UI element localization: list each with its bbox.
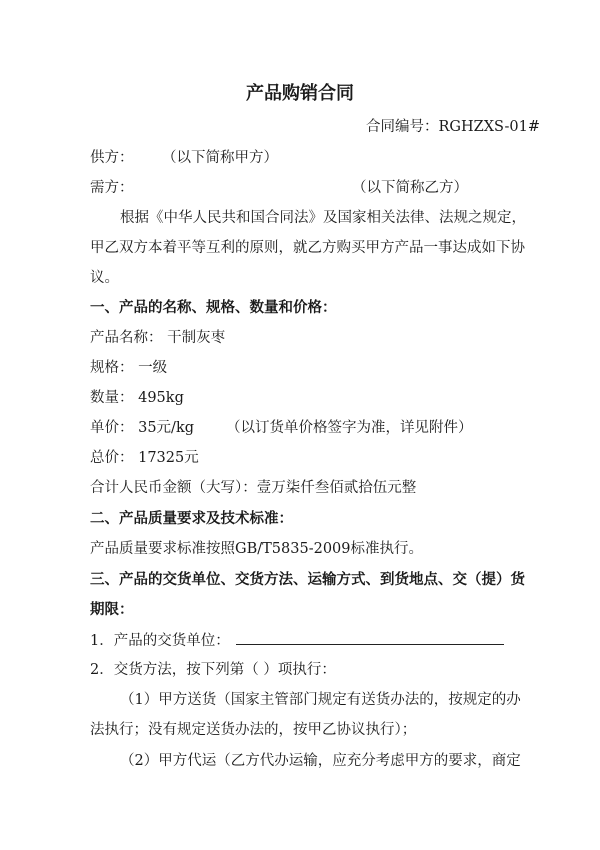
option-1-line-2: 法执行；没有规定送货办法的，按甲乙协议执行）； <box>90 722 417 738</box>
supplier-note: （以下简称甲方） <box>162 150 278 166</box>
quality-standard: 产品质量要求标准按照GB/T5835-2009标准执行。 <box>90 541 423 557</box>
section-3-heading-line-2: 期限： <box>90 602 134 618</box>
buyer-note: （以下简称乙方） <box>352 180 468 196</box>
product-name: 产品名称： 干制灰枣 <box>90 330 226 346</box>
contract-number: 合同编号：RGHZXS-01# <box>366 119 541 135</box>
preamble-line-1: 根据《中华人民共和国合同法》及国家相关法律、法规之规定， <box>120 210 526 226</box>
product-spec: 规格： 一级 <box>90 360 168 376</box>
section-2-heading: 二、产品质量要求及技术标准： <box>90 511 293 527</box>
supplier-label: 供方： <box>90 150 134 166</box>
delivery-unit-row <box>90 630 504 651</box>
total-in-words: 合计人民币金额（大写）：壹万柒仟叁佰贰拾伍元整 <box>90 480 417 496</box>
product-quantity: 数量： 495kg <box>90 390 184 406</box>
preamble-line-2: 甲乙双方本着平等互利的原则，就乙方购买甲方产品一事达成如下协 <box>90 240 525 256</box>
delivery-unit-blank[interactable] <box>236 630 504 645</box>
option-1-line-1: （1）甲方送货（国家主管部门规定有送货办法的，按规定的办 <box>120 692 521 708</box>
preamble-line-3: 议。 <box>90 270 119 286</box>
unit-price: 单价： 35元/kg <box>90 420 195 436</box>
document-title: 产品购销合同 <box>246 83 354 104</box>
delivery-method: 2．交货方法，按下列第（ ）项执行： <box>90 662 336 678</box>
section-1-heading: 一、产品的名称、规格、数量和价格： <box>90 300 337 316</box>
buyer-label: 需方： <box>90 180 134 196</box>
total-price: 总价： 17325元 <box>90 450 199 466</box>
option-2-line-1: （2）甲方代运（乙方代办运输，应充分考虑甲方的要求，商定 <box>120 753 521 769</box>
section-3-heading-line-1: 三、产品的交货单位、交货方法、运输方式、到货地点、交（提）货 <box>90 572 525 588</box>
unit-price-note: （以订货单价格签字为准，详见附件） <box>226 420 473 436</box>
delivery-unit-label: 1．产品的交货单位： <box>90 633 230 649</box>
